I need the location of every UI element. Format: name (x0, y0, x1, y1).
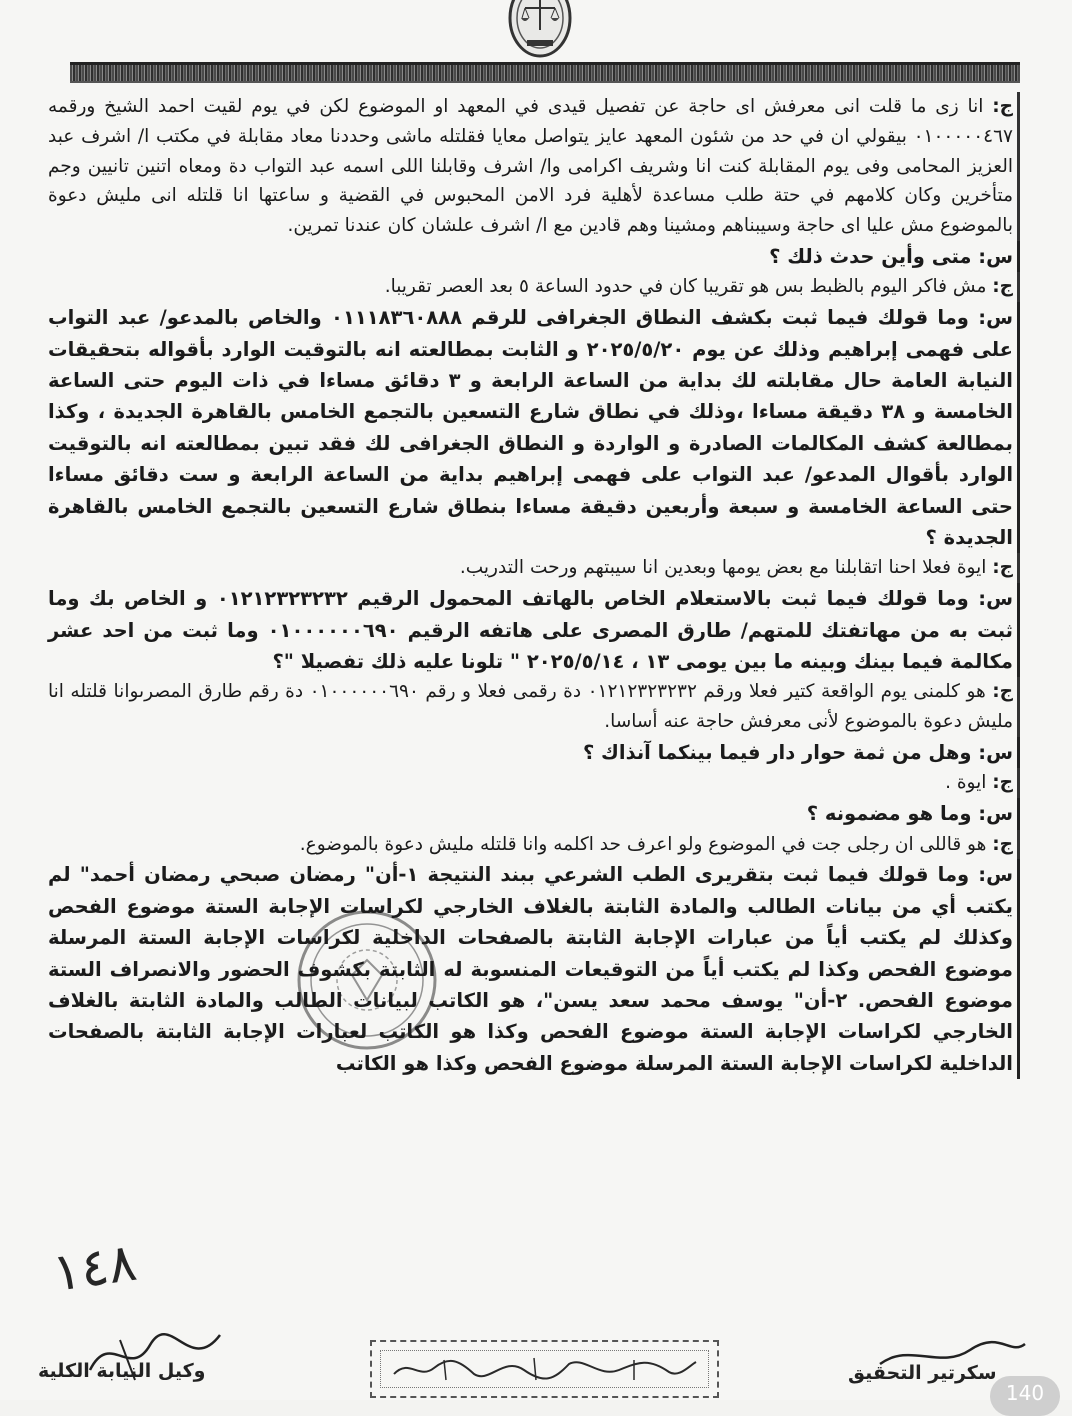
answer-2: ج: مش فاكر اليوم بالظبط بس هو تقريبا كان في حدود الساعة ٥ بعد العصر تقريبا. (48, 272, 1020, 302)
answer-3: ج: ايوة فعلا احنا اتقابلنا مع بعض يومها وبعدين انا سيبتهم ورحت التدريب. (48, 553, 1020, 583)
handwritten-page-number: ١٤٨ (48, 1232, 141, 1304)
handwritten-signature-icon (384, 1350, 704, 1388)
question-5: س: وما هو مضمونه ؟ (48, 798, 1020, 829)
question-1: س: متى وأين حدث ذلك ؟ (48, 241, 1020, 272)
secretary-signature-label: سكرتير التحقيق (848, 1362, 997, 1384)
answer-6: ج: هو قاللى ان رجلى جت في الموضوع ولو اعرف حد اكلمه وانا قلتله مليش دعوة بالموضوع. (48, 830, 1020, 860)
prosecutor-signature-label: وكيل النيابة الكلية (38, 1360, 206, 1382)
signature-box (370, 1340, 719, 1398)
header-band (70, 62, 1020, 83)
answer-1: ج: انا زى ما قلت انى معرفش اى حاجة عن تفصيل قيدى في المعهد او الموضوع لكن في يوم لقيت احمد الشيخ ورقمه ٠١٠٠٠٠٠٤٦٧ بيقولي ان في حد من شئون المعهد عايز يتواصل معايا فقلتله ماشى وحددنا معاد مقابلة في مكتب ا/ اشرف عبد العزيز المحامى وفى يوم المقابلة كنت انا وشريف اكرامى وا/ اشرف وقابلنا اللى اسمه عبد التواب دة ومعاه اتنين تانيين وجم متأخرين وكان كلامهم في حتة طلب مساعدة لأهلية فرد الامن المحبوس في القضية و ساعتها انا قلتله انى مليش دعوة بالموضوع مش عليا اى حاجة وسيبناهم ومشينا وهم قادين مع ا/ اشرف علشان كان عندنا تمرين. (48, 92, 1020, 241)
transcript (48, 92, 1020, 1079)
answer-4: ج: هو كلمنى يوم الواقعة كتير فعلا ورقم ٠١٢١٢٣٢٣٢٣٢ دة رقمى فعلا و رقم ٠١٠٠٠٠٠٠٦٩٠ دة رقم طارق المصرىوانا قلتله انا مليش دعوة بالموضوع لأنى معرفش حاجة عنه أساسا. (48, 677, 1020, 737)
question-6: س: وما قولك فيما ثبت بتقريرى الطب الشرعي ببند النتيجة ١-أن" رمضان صبحي رمضان أحمد" لم يكتب أي من بيانات الطالب والمادة الثابتة بالغلاف الخارجي لكراسات الإجابة الستة موضوع الفحص وكذلك لم يكتب أياً من عبارات الإجابة الثابتة بالصفحات الداخلية لكراسات الإجابة الستة المرسلة موضوع الفحص وكذا لم يكتب أياً من التوقيعات المنسوبة له الثابتة بكشوف الحضور والانصراف الستة موضوع الفحص. ٢-أن" يوسف محمد سعد يسن"، هو الكاتب لبيانات الطالب والمادة الثابتة بالغلاف الخارجي لكراسات الإجابة الستة موضوع الفحص وكذا هو الكاتب لعبارات الإجابة الثابتة بالصفحات الداخلية لكراسات الإجابة الستة المرسلة موضوع الفحص وكذا هو الكاتب (48, 859, 1020, 1079)
question-4: س: وهل من ثمة حوار دار فيما بينكما آنذاك ؟ (48, 737, 1020, 768)
question-3: س: وما قولك فيما ثبت بالاستعلام الخاص بالهاتف المحمول الرقيم ٠١٢١٢٣٢٣٢٣٢ و الخاص بك وما ثبت به من مهاتفتك للمتهم/ طارق المصرى على هاتفه الرقيم ٠١٠٠٠٠٠٠٦٩٠ وما ثبت من احد عشر مكالمة فيما بينك وبينه ما بين يومى ١٣ ، ٢٠٢٥/٥/١٤ " تلونا عليه ذلك تفصيلا "؟ (48, 583, 1020, 677)
judiciary-scales-seal-icon (505, 0, 575, 62)
scan-page-badge: 140 (990, 1376, 1060, 1416)
question-2: س: وما قولك فيما ثبت بكشف النطاق الجغرافى للرقم ٠١١١٨٣٦٠٨٨٨ والخاص بالمدعو/ عبد التواب على فهمى إبراهيم وذلك عن يوم ٢٠٢٥/٥/٢٠ و الثابت بمطالعته انه بالتوقيت الوارد بأقواله بتحقيقات النيابة العامة حال مقابلته لك بداية من الساعة الرابعة و ٣ دقائق مساءا في ذات اليوم حتى الساعة الخامسة و ٣٨ دقيقة مساءا ،وذلك في نطاق شارع التسعين بالتجمع الخامس بالقاهرة الجديدة ، وكذا بمطالعة كشف المكالمات الصادرة و الواردة و النطاق الجغرافى لك فقد تبين بمطالعته انه بالتوقيت الوارد بأقوال المدعو/ عبد التواب على فهمى إبراهيم بداية من الساعة الرابعة و ست دقائق مساءا حتى الساعة الخامسة و سبعة وأربعين دقيقة مساءا بنطاق شارع التسعين بالتجمع الخامس بالقاهرة الجديدة ؟ (48, 302, 1020, 553)
answer-5: ج: ايوة . (48, 768, 1020, 798)
